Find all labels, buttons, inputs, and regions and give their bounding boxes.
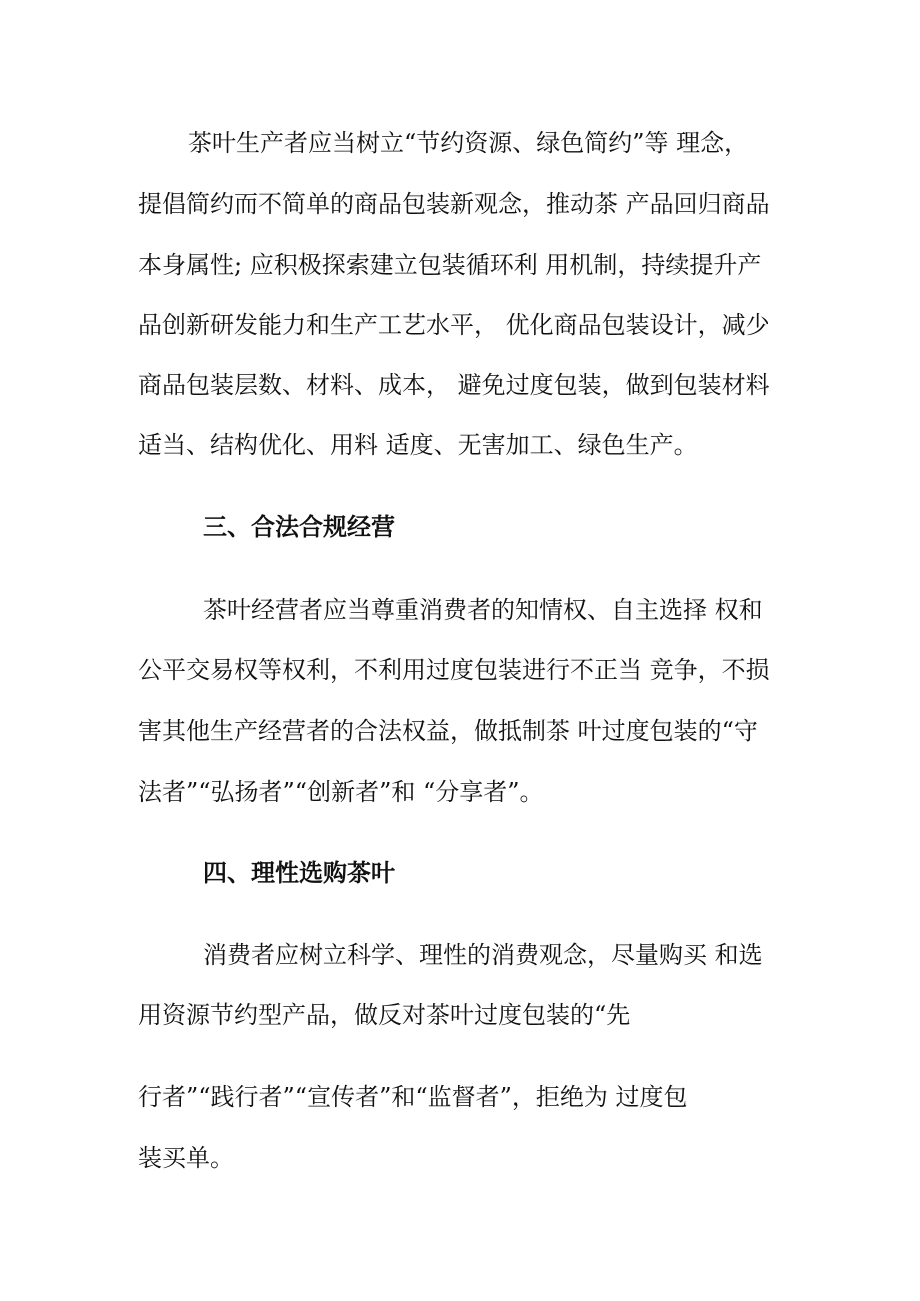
paragraph-line: 行者”“践行者”“宣传者”和“监督者”，拒绝为 过度包 (138, 1083, 688, 1111)
paragraph-line: 适当、结构优化、用料 适度、无害加工、绿色生产。 (138, 431, 698, 459)
paragraph-line: 品创新研发能力和生产工艺水平， 优化商品包装设计，减少 (138, 311, 770, 339)
paragraph-line: 法者”“弘扬者”“创新者”和 “分享者”。 (138, 778, 544, 806)
paragraph-line: 茶叶生产者应当树立“节约资源、绿色简约”等 理念， (188, 129, 749, 157)
section-heading-rational-purchase: 四、理性选购茶叶 (203, 859, 395, 887)
paragraph-line: 公平交易权等权利，不利用过度包装进行不正当 竞争，不损 (138, 656, 770, 684)
section-heading-compliance: 三、合法合规经营 (203, 513, 395, 541)
paragraph-line: 用资源节约型产品，做反对茶叶过度包装的“先 (138, 1001, 631, 1029)
paragraph-line: 本身属性; 应积极探索建立包装循环利 用机制，持续提升产 (138, 251, 762, 279)
paragraph-line: 装买单。 (138, 1144, 234, 1172)
paragraph-line: 消费者应树立科学、理性的消费观念，尽量购买 和选 (203, 941, 763, 969)
paragraph-line: 商品包装层数、材料、成本， 避免过度包装，做到包装材料 (138, 371, 770, 399)
paragraph-line: 茶叶经营者应当尊重消费者的知情权、自主选择 权和 (203, 596, 763, 624)
paragraph-line: 提倡简约而不简单的商品包装新观念，推动茶 产品回归商品 (138, 190, 770, 218)
paragraph-line: 害其他生产经营者的合法权益，做抵制茶 叶过度包装的“守 (138, 717, 758, 745)
